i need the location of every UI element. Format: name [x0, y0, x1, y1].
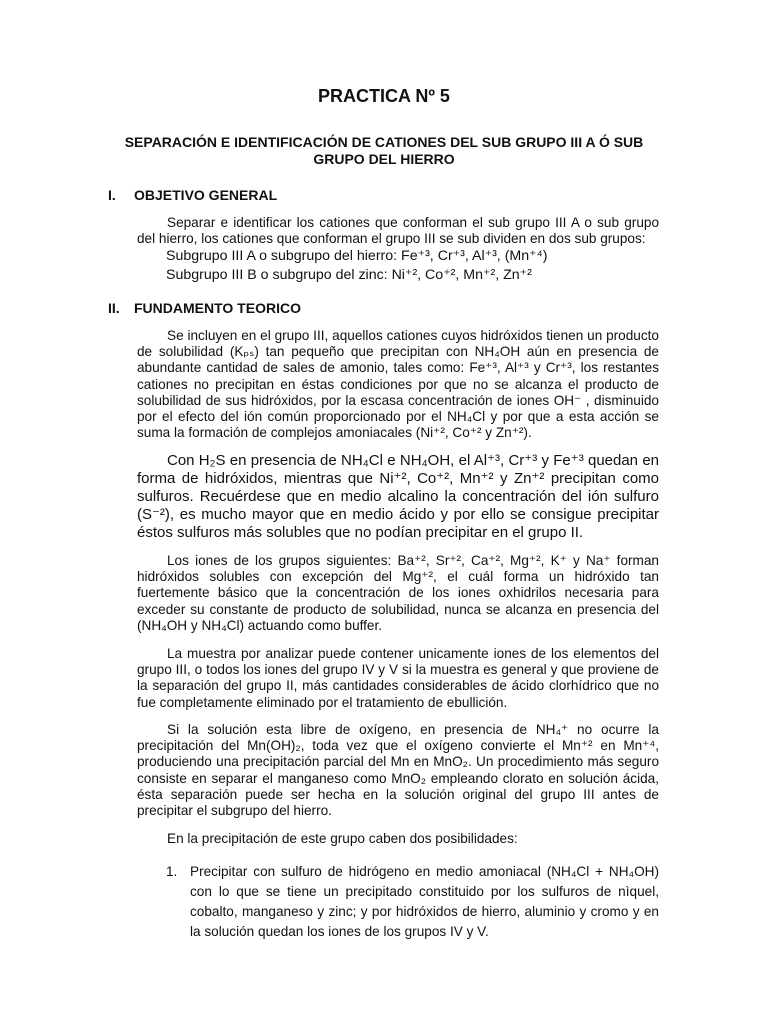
subgroup-a-line: Subgrupo III A o subgrupo del hierro: Fe⁺³, Cr⁺³, Al⁺³, (Mn⁺⁴): [166, 248, 548, 264]
document-subtitle: SEPARACIÓN E IDENTIFICACIÓN DE CATIONES DEL SUB GRUPO III A Ó SUB GRUPO DEL HIERRO: [124, 134, 644, 167]
list-item-text: Precipitar con sulfuro de hidrógeno en medio amoniacal (NH₄Cl + NH₄OH) con lo que se tiene un precipitado constituido por los sulfuros de nìquel, cobalto, manganeso y zinc; y por hidróxidos de hierro, aluminio y cromo y en la solución quedan los iones de los grupos IV y V.: [190, 864, 659, 939]
paragraph-4: La muestra por analizar puede contener unicamente iones de los elementos del grupo III, o todos los iones del grupo IV y V si la muestra es general y que proviene de la separación del grupo II, más cantidades considerables de ácido clorhídrico que no fue completamente eliminado por el tratamiento de ebullición.: [137, 646, 659, 710]
section-heading-fundamento: [108, 300, 301, 316]
list-item: [166, 862, 659, 942]
list-item-number: 1.: [166, 864, 178, 879]
paragraph-1: Se incluyen en el grupo III, aquellos cationes cuyos hidróxidos tienen un producto de solubilidad (Kₚₛ) tan pequeño que precipitan con NH₄OH aún en presencia de abundante cantidad de sales de amonio, tales como: Fe⁺³, Al⁺³ y Cr⁺³, los restantes cationes no precipitan en éstas condiciones por que no se alcanza el producto de solubilidad de sus hidróxidos, por la escasa concentración de iones OH⁻ , disminuido por el efecto del ión común proporcionado por el NH₄Cl y por que a esta acción se suma la formación de complejos amoniacales (Ni⁺², Co⁺² y Zn⁺²).: [137, 328, 659, 441]
section-heading-objetivo: [108, 187, 277, 203]
section-title: FUNDAMENTO TEORICO: [134, 300, 301, 316]
section-title: OBJETIVO GENERAL: [134, 187, 278, 203]
paragraph-2: Con H₂S en presencia de NH₄Cl e NH₄OH, el Al⁺³, Cr⁺³ y Fe⁺³ quedan en forma de hidróxidos, mientras que Ni⁺², Co⁺², Mn⁺² y Zn⁺² precipitan como sulfuros. Recuérdese que en medio alcalino la concentración del ión sulfuro (S⁻²), es mucho mayor que en medio ácido y por ello se consigue precipitar éstos sulfuros más solubles que no podían precipitar en el grupo II.: [137, 452, 659, 541]
paragraph-6: En la precipitación de este grupo caben dos posibilidades:: [167, 831, 518, 846]
paragraph-5: Si la solución esta libre de oxígeno, en presencia de NH₄⁺ no ocurre la precipitación del Mn(OH)₂, toda vez que el oxígeno convierte el Mn⁺² en Mn⁺⁴, produciendo una precipitación parcial del Mn en MnO₂. Un procedimiento más seguro consiste en separar el manganeso como MnO₂ empleando clorato en solución ácida, ésta separación puede ser hecha en la solución original del grupo III antes de precipitar el subgrupo del hierro.: [137, 722, 659, 819]
section-number: II.: [108, 300, 120, 316]
paragraph-3: Los iones de los grupos siguientes: Ba⁺², Sr⁺², Ca⁺², Mg⁺², K⁺ y Na⁺ forman hidróxidos solubles con excepción del Mg⁺², el cuál forma un hidróxido tan fuertemente básico que la concentración de los iones oxhidrilos necesaria para exceder su constante de producto de solubilidad, nunca se alcanza en presencia del (NH₄OH y NH₄Cl) actuando como buffer.: [137, 553, 659, 633]
objective-paragraph: Separar e identificar los cationes que conforman el sub grupo III A o sub grupo del hierro, los cationes que conforman el grupo III se sub dividen en dos sub grupos:: [137, 215, 659, 247]
section-number: I.: [108, 187, 116, 203]
page-title: PRACTICA Nº 5: [318, 86, 450, 106]
subgroup-b-line: Subgrupo III B o subgrupo del zinc: Ni⁺², Co⁺², Mn⁺², Zn⁺²: [166, 267, 532, 283]
